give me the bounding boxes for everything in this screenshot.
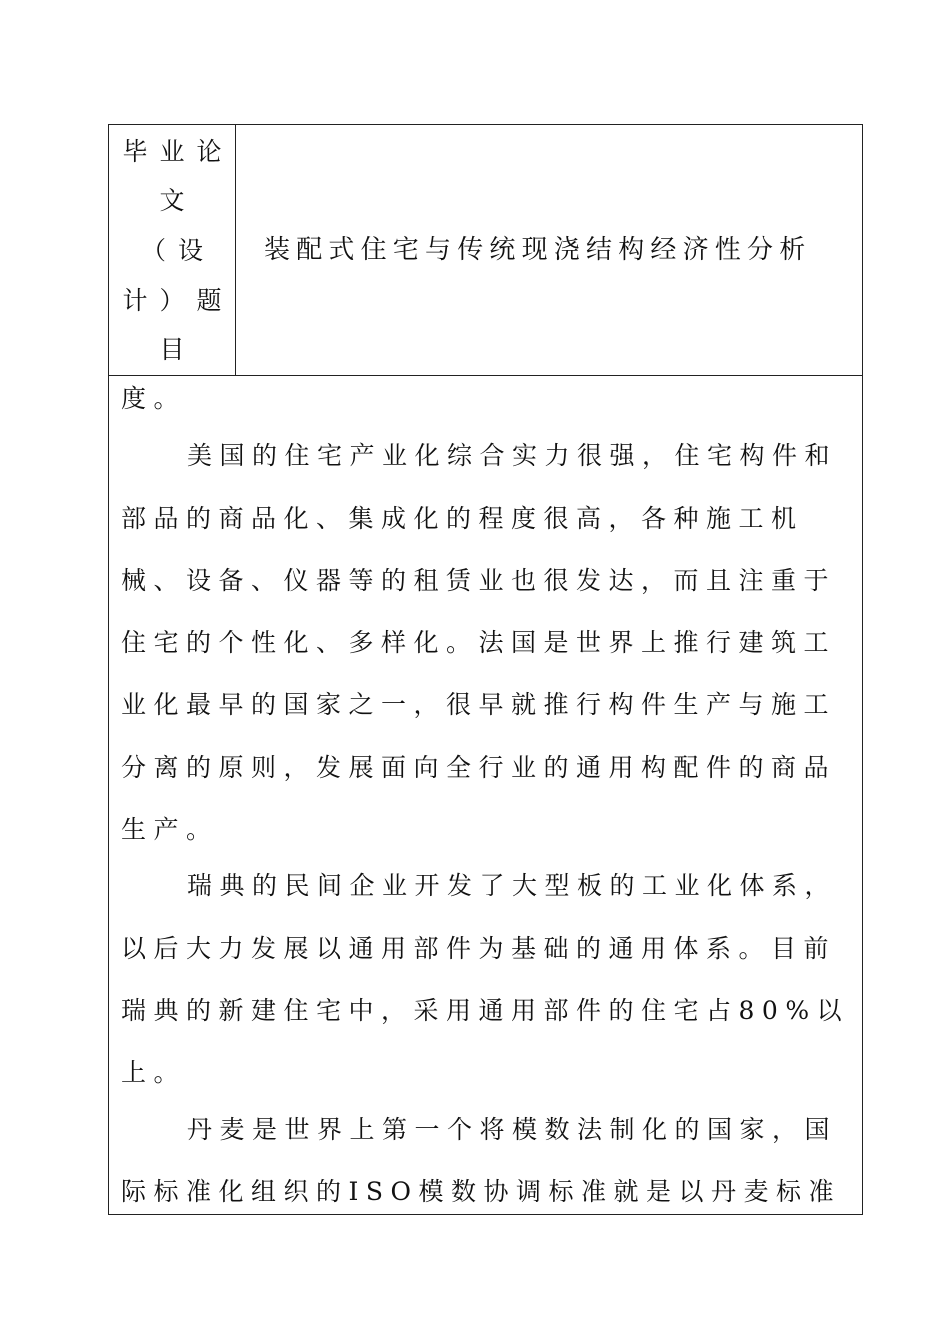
text-line: 美国的住宅产业化综合实力很强，住宅构件和 xyxy=(187,441,838,470)
text-line: 度。 xyxy=(121,384,187,413)
text-line: 以后大力发展以通用部件为基础的通用体系。目前 xyxy=(121,934,837,963)
text-line: 部品的商品化、集成化的程度很高，各种施工机 xyxy=(121,504,804,533)
label-line: 目 xyxy=(159,335,197,364)
thesis-title-cell xyxy=(236,125,862,375)
thesis-title: 装配式住宅与传统现浇结构经济性分析 xyxy=(264,235,812,265)
label-line: 毕业论 xyxy=(122,137,234,166)
text-line: 上。 xyxy=(121,1058,187,1087)
text-line: 瑞典的民间企业开发了大型板的工业化体系， xyxy=(187,871,838,900)
label-line: 文 xyxy=(159,186,197,215)
text-line: 住宅的个性化、多样化。法国是世界上推行建筑工 xyxy=(121,628,837,657)
text-line: 际标准化组织的ISO模数协调标准就是以丹麦标准 xyxy=(121,1177,841,1206)
thesis-page-table xyxy=(108,124,863,1215)
thesis-title-row xyxy=(109,125,862,376)
text-line: 生产。 xyxy=(121,815,219,844)
label-line: 计）题 xyxy=(122,286,234,315)
text-line: 业化最早的国家之一，很早就推行构件生产与施工 xyxy=(121,690,837,719)
text-line: 械、设备、仪器等的租赁业也很发达，而且注重于 xyxy=(121,566,837,595)
text-line: 瑞典的新建住宅中，采用通用部件的住宅占80%以 xyxy=(121,996,850,1025)
text-line: 丹麦是世界上第一个将模数法制化的国家，国 xyxy=(187,1115,838,1144)
text-line: 分离的原则，发展面向全行业的通用构配件的商品 xyxy=(121,753,837,782)
label-line: （设 xyxy=(140,236,215,265)
thesis-title-label-cell xyxy=(109,125,236,375)
